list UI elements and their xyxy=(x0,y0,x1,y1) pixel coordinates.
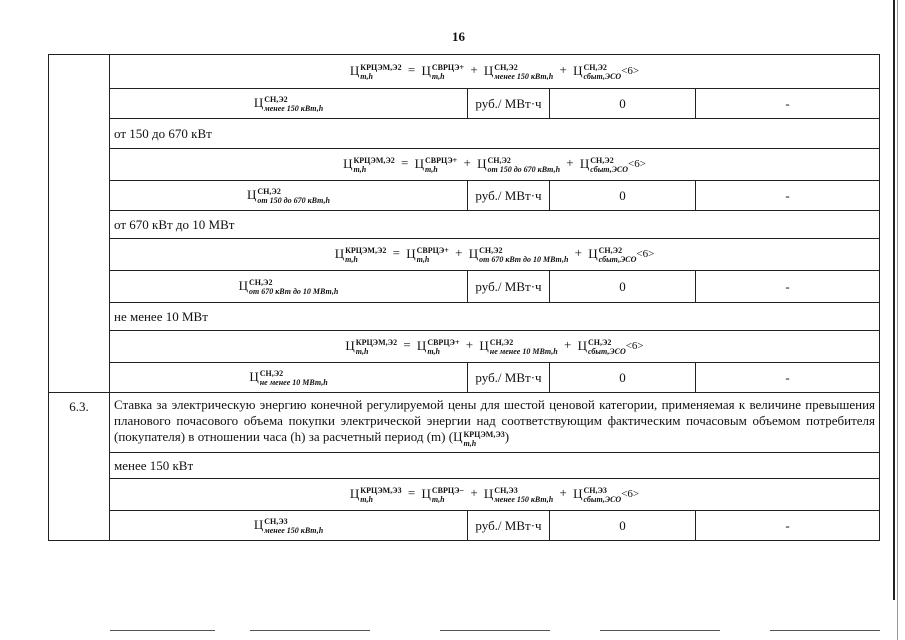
group-heading: менее 150 кВт xyxy=(110,453,880,479)
page-edge xyxy=(893,0,895,600)
group-heading: от 150 до 670 кВт xyxy=(110,119,880,149)
rate-dash: - xyxy=(696,181,880,211)
rate-row xyxy=(49,363,880,393)
rate-value: 0 xyxy=(550,363,696,393)
rate-value: 0 xyxy=(550,271,696,303)
group-heading-row xyxy=(49,119,880,149)
section-description: Ставка за электрическую энергию конечной регулируемой цены для шестой ценовой категории, применяемая к величине превышения планового почасового объема покупки электрической энергии над соответствующим фактическим почасовым объемом потребителя (покупателя) в отношении часа (h) за расчетный период (m) (Ц КРЦЭМ,Э3 m,h ) xyxy=(110,393,880,453)
rate-row xyxy=(49,89,880,119)
rate-value: 0 xyxy=(550,181,696,211)
rate-row xyxy=(49,181,880,211)
rate-dash: - xyxy=(696,89,880,119)
scan-artifact-line xyxy=(250,630,370,631)
section-row xyxy=(49,393,880,453)
rate-value: 0 xyxy=(550,511,696,541)
rate-row xyxy=(49,511,880,541)
formula-row xyxy=(49,331,880,363)
rate-label: Ц СН,Э2 менее 150 кВт,h xyxy=(110,89,468,119)
rate-unit: руб./ МВт·ч xyxy=(468,271,550,303)
tariff-table xyxy=(48,54,880,541)
scan-artifact-line xyxy=(770,630,880,631)
rate-unit: руб./ МВт·ч xyxy=(468,181,550,211)
rate-dash: - xyxy=(696,511,880,541)
rate-unit: руб./ МВт·ч xyxy=(468,511,550,541)
rate-unit: руб./ МВт·ч xyxy=(468,89,550,119)
row-number-cell xyxy=(49,55,110,393)
formula: Ц КРЦЭМ,Э2 m,h = Ц СВРЦЭ+ m,h + Ц СН,Э2 от 670 кВт до 10 МВт,h + Ц СН,Э2 сбыт,ЭСО <6> xyxy=(110,239,880,271)
rate-label: Ц СН,Э2 от 670 кВт до 10 МВт,h xyxy=(110,271,468,303)
group-heading-row xyxy=(49,211,880,239)
formula: Ц КРЦЭМ,Э2 m,h = Ц СВРЦЭ+ m,h + Ц СН,Э2 не менее 10 МВт,h + Ц СН,Э2 сбыт,ЭСО <6> xyxy=(110,331,880,363)
formula: Ц КРЦЭМ,Э2 m,h = Ц СВРЦЭ+ m,h + Ц СН,Э2 менее 150 кВт,h + Ц СН,Э2 сбыт,ЭСО <6> xyxy=(110,55,880,89)
scan-artifact-line xyxy=(110,630,215,631)
formula-row xyxy=(49,479,880,511)
group-heading: не менее 10 МВт xyxy=(110,303,880,331)
rate-row xyxy=(49,271,880,303)
scan-artifact-line xyxy=(600,630,720,631)
section-number: 6.3. xyxy=(49,393,110,541)
page-edge xyxy=(897,0,898,640)
rate-label: Ц СН,Э2 не менее 10 МВт,h xyxy=(110,363,468,393)
page-number: 16 xyxy=(452,29,465,44)
formula-row xyxy=(49,239,880,271)
rate-label: Ц СН,Э3 менее 150 кВт,h xyxy=(110,511,468,541)
formula-row xyxy=(49,55,880,89)
rate-label: Ц СН,Э2 от 150 до 670 кВт,h xyxy=(110,181,468,211)
formula: Ц КРЦЭМ,Э2 m,h = Ц СВРЦЭ+ m,h + Ц СН,Э2 от 150 до 670 кВт,h + Ц СН,Э2 сбыт,ЭСО <6> xyxy=(110,149,880,181)
rate-dash: - xyxy=(696,363,880,393)
formula-row xyxy=(49,149,880,181)
scan-artifact-line xyxy=(440,630,550,631)
rate-dash: - xyxy=(696,271,880,303)
group-heading-row xyxy=(49,453,880,479)
formula: Ц КРЦЭМ,Э3 m,h = Ц СВРЦЭ− m,h + Ц СН,Э3 менее 150 кВт,h + Ц СН,Э3 сбыт,ЭСО <6> xyxy=(110,479,880,511)
rate-unit: руб./ МВт·ч xyxy=(468,363,550,393)
group-heading-row xyxy=(49,303,880,331)
rate-value: 0 xyxy=(550,89,696,119)
group-heading: от 670 кВт до 10 МВт xyxy=(110,211,880,239)
